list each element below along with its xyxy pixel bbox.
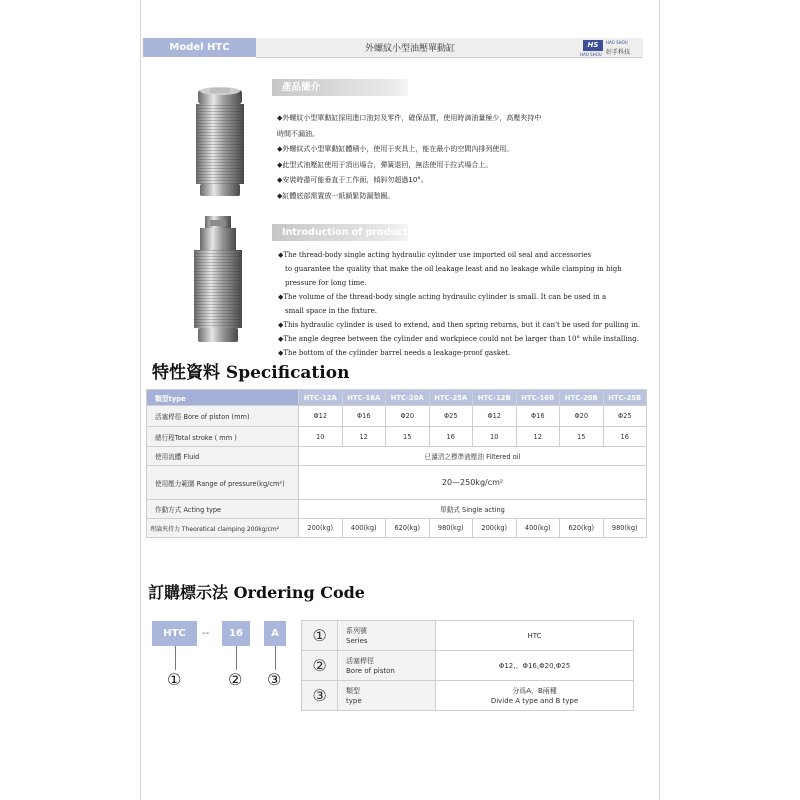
spec-model: HTC-12B	[473, 390, 517, 406]
page-left-edge	[140, 0, 141, 800]
spec-cell: Φ16	[342, 406, 386, 427]
ordering-name-cn: 活塞桿徑	[346, 656, 374, 665]
code-dash: --	[202, 628, 210, 639]
spec-row-fluid	[147, 447, 647, 466]
spec-pressure-value: 20—250kg/cm²	[299, 466, 647, 500]
ordering-name-en: type	[346, 696, 362, 705]
spec-cell: 15	[560, 427, 604, 447]
spec-model: HTC-25B	[603, 390, 647, 406]
ordering-row-name	[338, 651, 436, 681]
spec-table	[146, 389, 647, 538]
brand-logo-cn: 好手科技	[606, 49, 631, 56]
spec-row-acting	[147, 500, 647, 519]
intro-cn-line: ◆外螺紋式小型單動缸體積小，使用于夾具上，能在最小的空間內排列使用。	[277, 145, 514, 153]
ordering-row	[302, 681, 634, 711]
ordering-heading: 訂購標示法 Ordering Code	[148, 583, 365, 602]
ordering-row-name	[338, 681, 436, 711]
ordering-row-value: Φ12,、Φ16,Φ20,Φ25	[436, 651, 634, 681]
spec-header-row	[147, 390, 647, 406]
intro-cn-line: ◆外螺紋小型單動缸採用進口油封及零件，確保品質，使用時滴油量極少，高壓夾持中	[277, 114, 542, 122]
spec-stroke-label: 總行程Total stroke ( mm )	[147, 427, 299, 447]
intro-en-line: to guarantee the quality that make the oil leakage least and no leakage while clamping in high	[285, 265, 622, 273]
ordering-name-cn: 系列號	[346, 626, 367, 635]
spec-pressure-label: 使用壓力範圍 Range of pressure(kg/cm²)	[147, 466, 299, 500]
spec-clamp-label: 理論夾持力 Theoretical clamping 200kg/cm²	[147, 519, 299, 538]
spec-cell: 16	[603, 427, 647, 447]
page-right-edge	[659, 0, 660, 800]
spec-model: HTC-16B	[516, 390, 560, 406]
code-marker-2: ②	[228, 670, 243, 689]
ordering-name-cn: 類型	[346, 686, 360, 695]
spec-model: HTC-16A	[342, 390, 386, 406]
code-marker-1: ①	[167, 670, 182, 689]
intro-cn-heading: 產品簡介	[272, 79, 408, 96]
intro-en-line: ◆This hydraulic cylinder is used to extend, and then spring returns, but it can't be used for pulling in.	[278, 321, 641, 329]
spec-cell: 16	[429, 427, 473, 447]
spec-model: HTC-20B	[560, 390, 604, 406]
intro-en-line: ◆The thread-body single acting hydraulic cylinder use imported oil seal and accessories	[278, 251, 592, 259]
spec-model: HTC-12A	[299, 390, 343, 406]
spec-row-pressure	[147, 466, 647, 500]
spec-row-stroke	[147, 427, 647, 447]
ordering-row	[302, 621, 634, 651]
intro-cn-text	[277, 111, 647, 204]
code-part-series: HTC	[152, 621, 197, 646]
spec-acting-value: 單動式 Single acting	[299, 500, 647, 519]
ordering-row-value	[436, 681, 634, 711]
spec-cell: Φ25	[429, 406, 473, 427]
intro-en-line: ◆The volume of the thread-body single acting hydraulic cylinder is small. It can be used in a	[278, 293, 607, 301]
brand-logo-en: HAO SHOU	[580, 52, 602, 57]
spec-acting-label: 作動方式 Acting type	[147, 500, 299, 519]
intro-en-text	[278, 248, 648, 360]
spec-fluid-label: 使用流體 Fluid	[147, 447, 299, 466]
ordering-value-en: Divide A type and B type	[490, 696, 579, 705]
brand-logo-en-sub: HAO SHOU	[606, 40, 628, 45]
model-tab: Model HTC	[143, 38, 256, 57]
intro-cn-line: ◆此型式油壓缸使用于頂出場合，彈簧退回，無法使用于拉式場合上。	[277, 160, 493, 169]
spec-cell: 12	[342, 427, 386, 447]
intro-en-line: ◆The bottom of the cylinder barrel needs a leakage-proof gasket.	[278, 349, 511, 357]
intro-en-line: small space in the fixture.	[285, 307, 377, 315]
intro-en-line: ◆The angle degree between the cylinder and workpiece could not be larger than 10° while installing.	[278, 335, 639, 343]
ordering-row-name	[338, 621, 436, 651]
brand-logo-mark: HS	[583, 40, 603, 51]
code-leader-2	[236, 646, 237, 670]
spec-heading: 特性資料 Specification	[152, 363, 350, 383]
page-title: 外螺紋小型油壓單動缸	[364, 44, 455, 54]
spec-cell: 10	[299, 427, 343, 447]
spec-model: HTC-25A	[429, 390, 473, 406]
code-marker-3: ③	[267, 670, 282, 689]
spec-cell: 980(kg)	[603, 519, 647, 538]
code-leader-1	[175, 646, 176, 670]
ordering-row-num: ②	[302, 651, 338, 681]
ordering-row-value: HTC	[436, 621, 634, 651]
cylinder-image-1	[190, 84, 250, 202]
spec-cell: 980(kg)	[429, 519, 473, 538]
spec-model: HTC-20A	[386, 390, 430, 406]
spec-type-label: 類型type	[147, 390, 299, 406]
ordering-name-en: Bore of piston	[346, 666, 395, 675]
ordering-row-num: ①	[302, 621, 338, 651]
intro-cn-line: ◆缸體底部需置放一紙鎖緊防漏墊圈。	[277, 191, 395, 200]
cylinder-image-2	[186, 214, 250, 346]
spec-cell: 200(kg)	[299, 519, 343, 538]
spec-cell: 620(kg)	[386, 519, 430, 538]
code-leader-3	[275, 646, 276, 670]
ordering-name-en: Series	[346, 636, 368, 645]
code-part-bore: 16	[222, 621, 250, 646]
intro-cn-line: ◆安裝時盡可能垂直于工作面，傾斜勿超過10°。	[277, 176, 428, 184]
spec-cell: Φ20	[560, 406, 604, 427]
spec-cell: 620(kg)	[560, 519, 604, 538]
spec-cell: Φ16	[516, 406, 560, 427]
intro-en-line: pressure for long time.	[285, 279, 367, 287]
code-part-type: A	[264, 621, 286, 646]
intro-cn-line: 時間不漏油。	[277, 129, 319, 138]
spec-cell: Φ12	[299, 406, 343, 427]
ordering-row	[302, 651, 634, 681]
ordering-row-num: ③	[302, 681, 338, 711]
ordering-table	[301, 620, 634, 711]
spec-fluid-value: 已濾清之標準液壓油 Filtered oil	[299, 447, 647, 466]
spec-cell: 10	[473, 427, 517, 447]
spec-cell: Φ25	[603, 406, 647, 427]
spec-row-bore	[147, 406, 647, 427]
spec-cell: 15	[386, 427, 430, 447]
intro-en-heading: Introduction of product	[272, 224, 408, 241]
spec-cell: Φ20	[386, 406, 430, 427]
spec-bore-label: 活塞桿徑 Bore of piston (mm)	[147, 406, 299, 427]
spec-cell: 12	[516, 427, 560, 447]
spec-cell: 200(kg)	[473, 519, 517, 538]
spec-cell: 400(kg)	[516, 519, 560, 538]
spec-cell: Φ12	[473, 406, 517, 427]
spec-cell: 400(kg)	[342, 519, 386, 538]
ordering-value-cn: 分爲A，B兩種	[512, 686, 557, 695]
spec-row-clamp	[147, 519, 647, 538]
